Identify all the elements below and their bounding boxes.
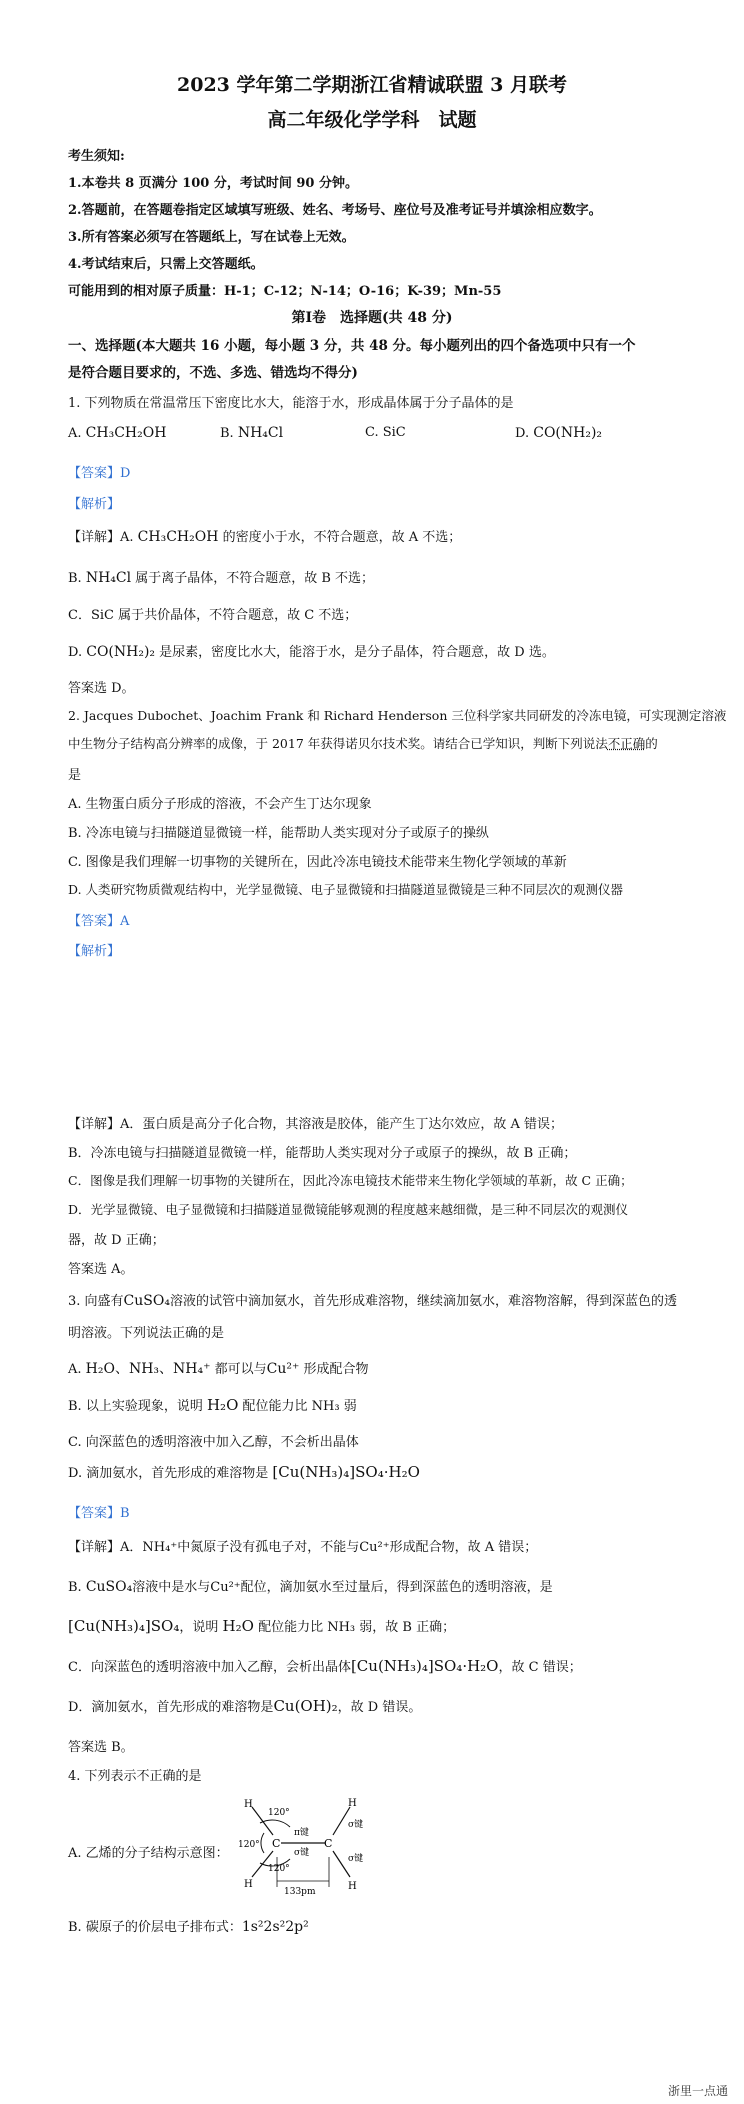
q1-detail-d: D. CO(NH₂)₂ 是尿素，密度比水大，能溶于水，是分子晶体，符合题意，故 D 选。 [68, 644, 555, 660]
q3-detail-b: [Cu(NH₃)₄]SO₄，说明 H₂O 配位能力比 NH₃ 弱，故 B 正确； [68, 1617, 456, 1635]
section-intro: 是符合题目要求的，不选、多选、错选均不得分) [68, 365, 358, 381]
q2-detail-c: C．图像是我们理解一切事物的关键所在，因此冷冻电镜技术能带来生物化学领域的革新，故 C 正确； [68, 1173, 633, 1188]
exam-subtitle: 高二年级化学学科 试题 [267, 109, 477, 131]
q1-detail-a: 【详解】A. CH₃CH₂OH 的密度小于水，不符合题意，故 A 不选； [68, 529, 462, 545]
q4-option-a: A. 乙烯的分子结构示意图： [68, 1846, 229, 1861]
q2-detail-d: D．光学显微镜、电子显微镜和扫描隧道显微镜能够观测的程度越来越细微，是三种不同层次的观测仪 [68, 1202, 629, 1217]
q3-detail-a: 【详解】A．NH₄⁺中氮原子没有孤电子对，不能与Cu²⁺形成配合物，故 A 错误； [68, 1540, 538, 1555]
atom-h: H [348, 1881, 357, 1892]
q1-analysis: 【解析】 [68, 497, 121, 512]
q3-conclusion: 答案选 B。 [68, 1740, 134, 1755]
atom-c: C [272, 1837, 281, 1850]
q3-option-d: D. 滴加氨水，首先形成的难溶物是 [Cu(NH₃)₄]SO₄·H₂O [68, 1463, 420, 1481]
q2-stem: 中生物分子结构高分辨率的成像，于 2017 年获得诺贝尔技术奖。请结合已学知识，判断下列说法不正确的 [68, 736, 658, 751]
ethylene-structure-diagram [238, 1797, 368, 1897]
atom-h: H [348, 1798, 357, 1809]
q3-detail-d: D．滴加氨水，首先形成的难溶物是Cu(OH)₂，故 D 错误。 [68, 1697, 422, 1715]
q2-detail-d: 器，故 D 正确； [68, 1233, 165, 1248]
q3-stem: 3. 向盛有CuSO₄溶液的试管中滴加氨水，首先形成难溶物，继续滴加氨水，难溶物溶解，得到深蓝色的透 [68, 1293, 677, 1309]
q2-option-c: C. 图像是我们理解一切事物的关键所在，因此冷冻电镜技术能带来生物化学领域的革新 [68, 855, 567, 870]
angle-label: 120° [268, 1808, 290, 1818]
q4-option-b: B. 碳原子的价层电子排布式：1s²2s²2p² [68, 1919, 309, 1935]
sigma-bond-label: σ键 [348, 1854, 364, 1864]
q3-option-a: A. H₂O、NH₃、NH₄⁺ 都可以与Cu²⁺ 形成配合物 [68, 1361, 369, 1377]
bond-length-label: 133pm [284, 1887, 316, 1897]
notice-item: 1.本卷共 8 页满分 100 分，考试时间 90 分钟。 [68, 176, 358, 191]
q3-option-b: B. 以上实验现象，说明 H₂O 配位能力比 NH₃ 弱 [68, 1396, 357, 1414]
q2-detail-b: B．冷冻电镜与扫描隧道显微镜一样，能帮助人类实现对分子或原子的操纵，故 B 正确； [68, 1146, 577, 1161]
q2-option-b: B. 冷冻电镜与扫描隧道显微镜一样，能帮助人类实现对分子或原子的操纵 [68, 826, 489, 841]
q2-analysis: 【解析】 [68, 944, 121, 959]
exam-title: 2023 学年第二学期浙江省精诚联盟 3 月联考 [177, 74, 567, 96]
footer-watermark: 浙里一点通 [667, 2084, 728, 2098]
q1-stem: 1. 下列物质在常温常压下密度比水大，能溶于水，形成晶体属于分子晶体的是 [68, 396, 514, 411]
atom-c: C [324, 1837, 333, 1850]
section-intro: 一、选择题(本大题共 16 小题，每小题 3 分，共 48 分。每小题列出的四个备选项中只有一个 [68, 338, 636, 354]
q2-detail-a: 【详解】A．蛋白质是高分子化合物，其溶液是胶体，能产生丁达尔效应，故 A 错误； [68, 1117, 564, 1132]
pi-bond-label: π键 [294, 1828, 309, 1838]
q2-answer: 【答案】A [68, 914, 130, 929]
q1-answer: 【答案】D [68, 466, 131, 481]
q1-option-a: A. CH₃CH₂OH [68, 425, 167, 441]
atomic-masses: 可能用到的相对原子质量：H-1；C-12；N-14；O-16；K-39；Mn-55 [68, 284, 502, 299]
atom-h: H [244, 1879, 253, 1890]
q1-option-d: D. CO(NH₂)₂ [515, 425, 603, 441]
section-title: 第Ⅰ卷 选择题(共 48 分) [291, 310, 453, 326]
q1-detail-c: C．SiC 属于共价晶体，不符合题意，故 C 不选； [68, 608, 358, 623]
notice-item: 3.所有答案必须写在答题纸上，写在试卷上无效。 [68, 230, 355, 245]
q3-stem: 明溶液。下列说法正确的是 [68, 1326, 225, 1341]
q2-stem: 2. Jacques Dubochet、Joachim Frank 和 Richard Henderson 三位科学家共同研发的冷冻电镜，可实现测定溶液 [68, 708, 727, 723]
notice-item: 4.考试结束后，只需上交答题纸。 [68, 257, 264, 272]
angle-label: 120° [268, 1864, 290, 1874]
q3-detail-b: B. CuSO₄溶液中是水与Cu²⁺配位，滴加氨水至过量后，得到深蓝色的透明溶液，是 [68, 1579, 553, 1595]
q1-detail-b: B. NH₄Cl 属于离子晶体，不符合题意，故 B 不选； [68, 570, 375, 586]
q2-stem: 是 [68, 768, 82, 783]
q3-answer: 【答案】B [68, 1506, 130, 1521]
sigma-bond-label: σ键 [294, 1848, 310, 1858]
q1-conclusion: 答案选 D。 [68, 681, 135, 696]
q1-option-b: B. NH₄Cl [220, 425, 284, 441]
notice-heading: 考生须知: [68, 149, 125, 164]
q2-conclusion: 答案选 A。 [68, 1262, 134, 1277]
angle-label: 120° [238, 1840, 260, 1850]
q3-detail-c: C．向深蓝色的透明溶液中加入乙醇，会析出晶体[Cu(NH₃)₄]SO₄·H₂O，故 C 错误； [68, 1657, 582, 1675]
q2-option-a: A. 生物蛋白质分子形成的溶液，不会产生丁达尔现象 [68, 797, 372, 812]
atom-h: H [244, 1799, 253, 1810]
q1-option-c: C. SiC [365, 425, 406, 440]
notice-item: 2.答题前，在答题卷指定区域填写班级、姓名、考场号、座位号及准考证号并填涂相应数字。 [68, 203, 602, 218]
q3-option-c: C. 向深蓝色的透明溶液中加入乙醇，不会析出晶体 [68, 1435, 359, 1450]
q2-option-d: D. 人类研究物质微观结构中，光学显微镜、电子显微镜和扫描隧道显微镜是三种不同层次的观测仪器 [68, 882, 624, 897]
q4-stem: 4. 下列表示不正确的是 [68, 1769, 202, 1784]
sigma-bond-label: σ键 [348, 1820, 364, 1830]
